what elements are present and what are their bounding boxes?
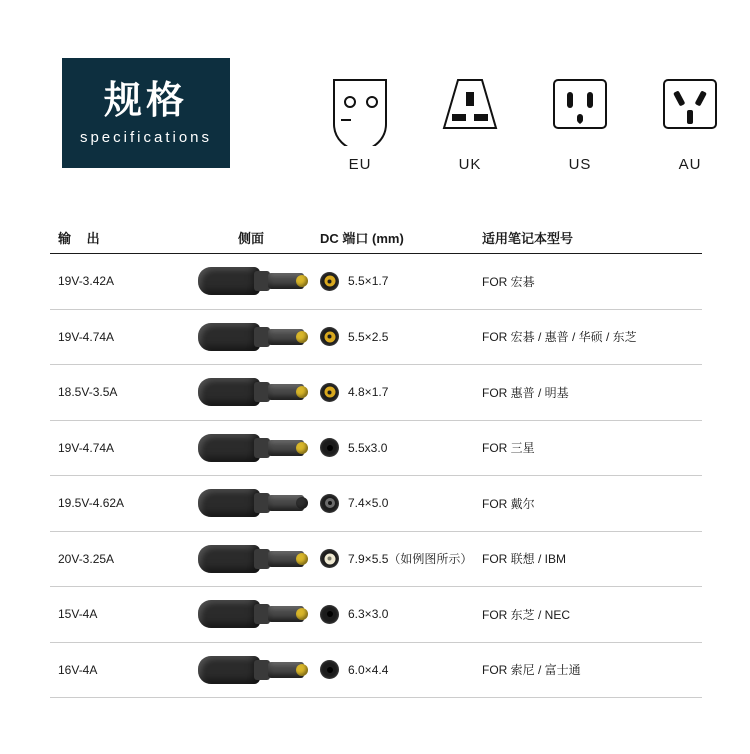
specifications-title-en: specifications — [79, 129, 213, 147]
cell-side — [190, 647, 320, 693]
cell-output: 20V-3.25A — [58, 551, 115, 566]
plug-type-uk — [430, 76, 510, 173]
connector-photo — [196, 258, 314, 304]
cell-model: FOR 联想 / IBM — [482, 552, 567, 567]
connector-photo — [196, 536, 314, 582]
dc-port-icon — [320, 383, 339, 402]
cell-dc — [320, 272, 480, 291]
cell-dc-label: 6.3×3.0 — [348, 607, 389, 622]
table-row — [50, 587, 702, 643]
eu-plug-icon — [324, 76, 396, 146]
cell-output: 19V-4.74A — [58, 440, 115, 455]
dc-port-icon — [320, 549, 339, 568]
connector-photo — [196, 314, 314, 360]
table-row — [50, 254, 702, 310]
cell-output: 19.5V-4.62A — [58, 496, 125, 511]
cell-dc — [320, 327, 480, 346]
dc-port-icon — [320, 660, 339, 679]
dc-port-icon — [320, 438, 339, 457]
plug-type-us — [540, 76, 620, 173]
dc-port-icon — [320, 605, 339, 624]
plug-type-eu — [320, 76, 400, 173]
column-header-output: 输 出 — [58, 231, 106, 246]
cell-dc-label: 4.8×1.7 — [348, 385, 389, 400]
cell-dc-label: 5.5x3.0 — [348, 440, 388, 455]
table-row — [50, 365, 702, 421]
plug-type-au-label: AU — [678, 156, 702, 173]
plug-type-eu-label: EU — [348, 156, 372, 173]
table-row — [50, 421, 702, 477]
cell-dc-label: 7.9×5.5（如例图所示） — [348, 552, 473, 567]
cell-model: FOR 三星 — [482, 441, 535, 456]
au-plug-icon — [654, 76, 726, 146]
cell-model: FOR 宏碁 — [482, 274, 535, 289]
cell-side — [190, 591, 320, 637]
table-row — [50, 310, 702, 366]
uk-plug-icon — [434, 76, 506, 146]
specifications-header — [0, 58, 750, 178]
cell-side — [190, 314, 320, 360]
specifications-badge — [62, 58, 230, 168]
connector-photo — [196, 425, 314, 471]
column-header-model: 适用笔记本型号 — [482, 231, 574, 246]
cell-side — [190, 425, 320, 471]
cell-dc — [320, 605, 480, 624]
plug-type-au — [650, 76, 730, 173]
plug-type-list — [320, 76, 730, 173]
column-header-side: 侧面 — [238, 231, 265, 246]
cell-model: FOR 索尼 / 富士通 — [482, 663, 581, 678]
cell-side — [190, 369, 320, 415]
table-row — [50, 643, 702, 699]
cell-model: FOR 东芝 / NEC — [482, 607, 571, 622]
specifications-table — [50, 222, 702, 698]
cell-dc — [320, 549, 480, 568]
cell-dc — [320, 660, 480, 679]
cell-dc-label: 5.5×2.5 — [348, 329, 389, 344]
column-header-dc: DC 端口 (mm) — [320, 231, 404, 246]
dc-port-icon — [320, 494, 339, 513]
us-plug-icon — [544, 76, 616, 146]
dc-port-icon — [320, 327, 339, 346]
plug-type-us-label: US — [568, 156, 592, 173]
cell-dc-label: 5.5×1.7 — [348, 274, 389, 289]
connector-photo — [196, 369, 314, 415]
cell-model: FOR 惠普 / 明基 — [482, 385, 569, 400]
cell-output: 16V-4A — [58, 662, 98, 677]
cell-output: 19V-4.74A — [58, 329, 115, 344]
cell-side — [190, 536, 320, 582]
cell-dc — [320, 494, 480, 513]
cell-output: 19V-3.42A — [58, 274, 115, 289]
connector-photo — [196, 647, 314, 693]
cell-side — [190, 480, 320, 526]
cell-model: FOR 宏碁 / 惠普 / 华硕 / 东芝 — [482, 330, 637, 345]
dc-port-icon — [320, 272, 339, 291]
plug-type-uk-label: UK — [458, 156, 482, 173]
connector-photo — [196, 591, 314, 637]
cell-dc-label: 6.0×4.4 — [348, 662, 389, 677]
cell-dc — [320, 438, 480, 457]
table-header-row — [50, 222, 702, 254]
cell-model: FOR 戴尔 — [482, 496, 535, 511]
cell-dc-label: 7.4×5.0 — [348, 496, 389, 511]
cell-side — [190, 258, 320, 304]
connector-photo — [196, 480, 314, 526]
table-row — [50, 532, 702, 588]
specifications-title-cn: 规格 — [103, 79, 188, 122]
cell-dc — [320, 383, 480, 402]
table-row — [50, 476, 702, 532]
cell-output: 18.5V-3.5A — [58, 385, 118, 400]
cell-output: 15V-4A — [58, 607, 98, 622]
